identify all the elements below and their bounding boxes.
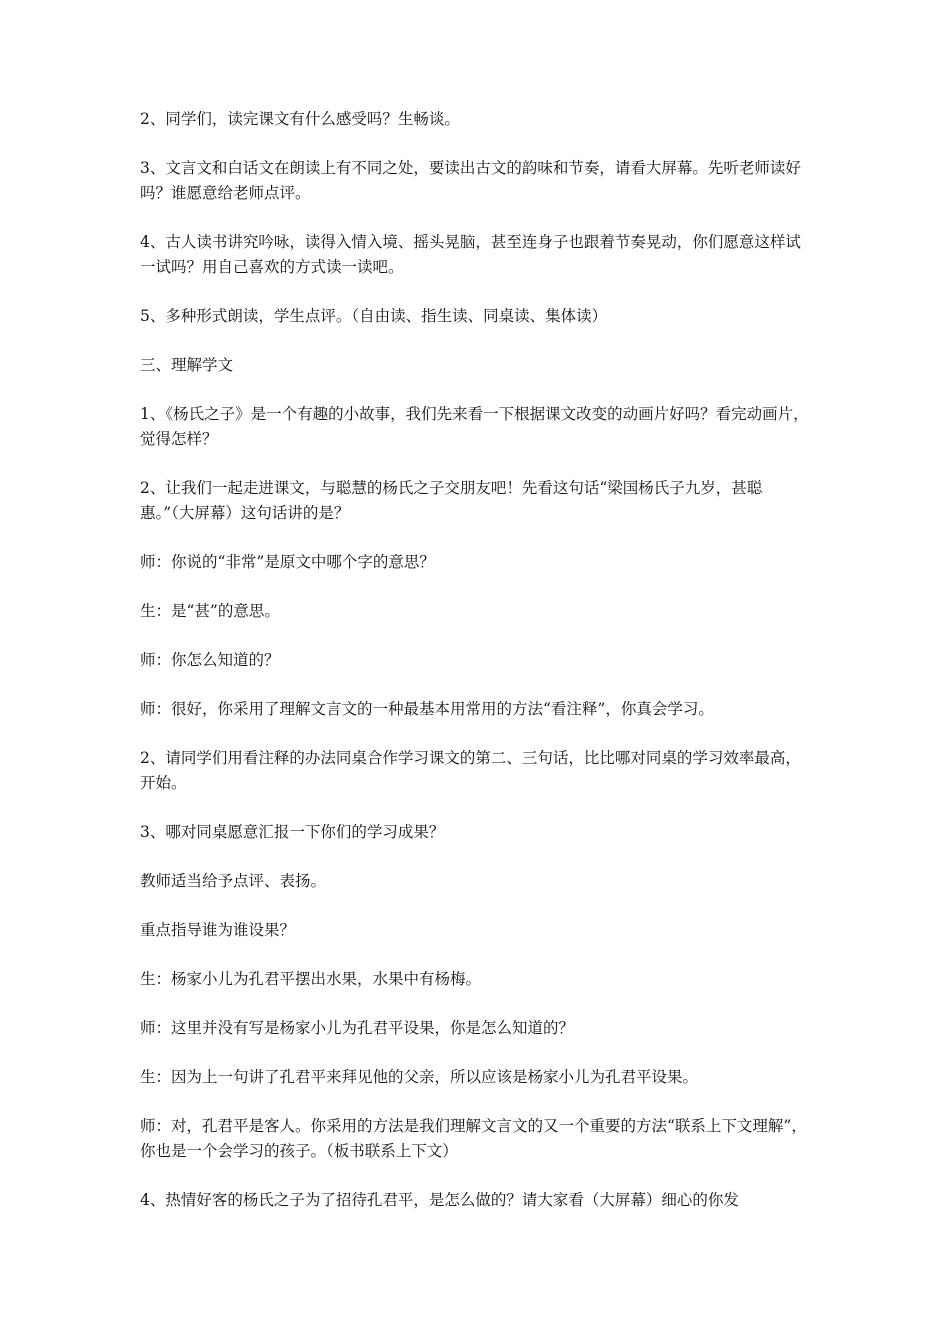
paragraph-8: 师：你说的“非常”是原文中哪个字的意思？ [140,553,435,571]
paragraph-10: 师：你怎么知道的？ [140,651,280,669]
section-heading-understanding: 三、理解学文 [140,356,234,374]
paragraph-16: 生：杨家小儿为孔君平摆出水果，水果中有杨梅。 [140,970,482,988]
document-body [140,107,812,1237]
paragraph-12: 2、请同学们用看注释的办法同桌合作学习课文的第二、三句话，比比哪对同桌的学习效率最高，开始。 [140,749,801,792]
paragraph-6: 1、《杨氏之子》是一个有趣的小故事，我们先来看一下根据课文改变的动画片好吗？看完动画片，觉得怎样？ [140,405,809,448]
paragraph-7: 2、让我们一起走进课文，与聪慧的杨氏之子交朋友吧！先看这句话“梁国杨氏子九岁，甚聪惠。”（大屏幕）这句话讲的是？ [140,479,763,522]
paragraph-15: 重点指导谁为谁设果？ [140,921,296,939]
paragraph-17: 师：这里并没有写是杨家小儿为孔君平设果，你是怎么知道的？ [140,1019,575,1037]
paragraph-3: 4、古人读书讲究吟咏，读得入情入境、摇头晃脑，甚至连身子也跟着节奏晃动，你们愿意这样试一试吗？用自己喜欢的方式读一读吧。 [140,233,801,276]
paragraph-9: 生：是“甚”的意思。 [140,602,280,620]
paragraph-20: 4、热情好客的杨氏之子为了招待孔君平，是怎么做的？请大家看（大屏幕）细心的你发 [140,1191,739,1209]
paragraph-4: 5、多种形式朗读，学生点评。（自由读、指生读、同桌读、集体读） [140,307,608,325]
paragraph-14: 教师适当给予点评、表扬。 [140,872,327,890]
paragraph-18: 生：因为上一句讲了孔君平来拜见他的父亲，所以应该是杨家小儿为孔君平设果。 [140,1068,699,1086]
paragraph-13: 3、哪对同桌愿意汇报一下你们的学习成果？ [140,823,445,841]
paragraph-1: 2、同学们，读完课文有什么感受吗？生畅谈。 [140,110,460,128]
paragraph-11: 师：很好，你采用了理解文言文的一种最基本用常用的方法“看注释”，你真会学习。 [140,700,714,718]
paragraph-2: 3、文言文和白话文在朗读上有不同之处，要读出古文的韵味和节奏，请看大屏幕。先听老师读好吗？谁愿意给老师点评。 [140,159,801,202]
paragraph-19: 师：对，孔君平是客人。你采用的方法是我们理解文言文的又一个重要的方法“联系上下文理解”，你也是一个会学习的孩子。（板书联系上下文） [140,1117,807,1160]
